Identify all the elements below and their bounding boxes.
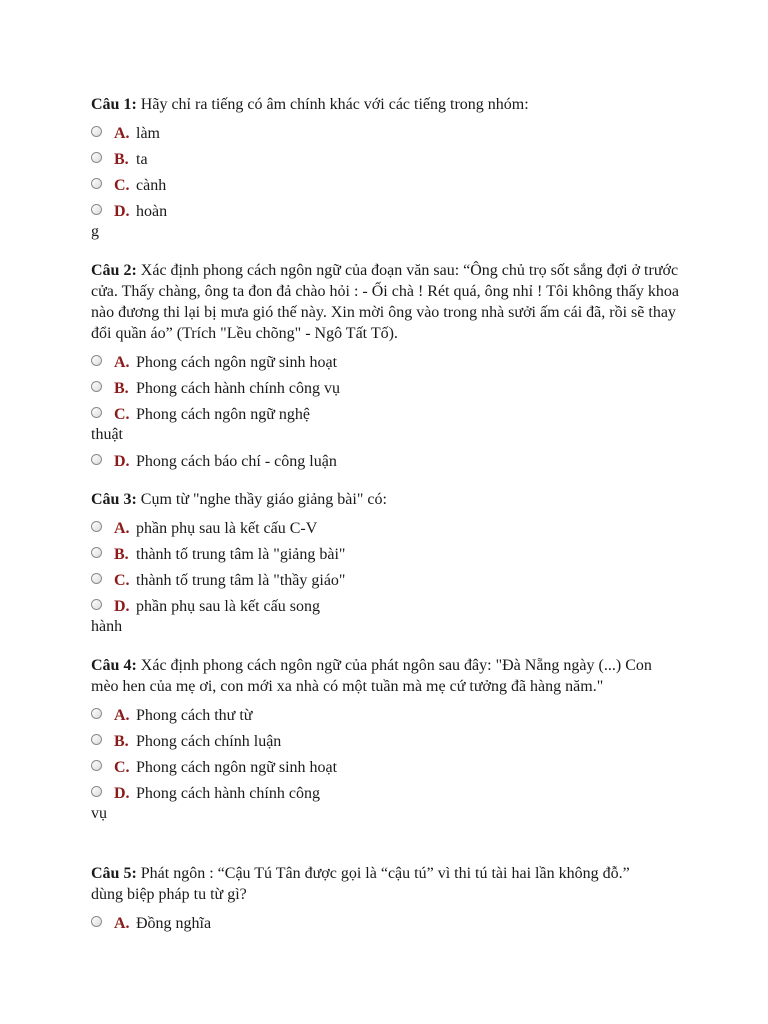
question-text: Câu 1: Hãy chỉ ra tiếng có âm chính khác với các tiếng trong nhóm: bbox=[91, 96, 529, 113]
radio-button[interactable] bbox=[91, 381, 102, 392]
question-text: Câu 4: Xác định phong cách ngôn ngữ của phát ngôn sau đây: "Đà Nẵng ngày (...) Con mèo hen của mẹ ơi, con mới xa nhà có một tuần mà mẹ cứ tưởng đã hàng năm." bbox=[91, 657, 652, 695]
option-wrap-text: vụ bbox=[91, 805, 107, 822]
option-c[interactable]: C. thành tố trung tâm là "thầy giáo" bbox=[91, 568, 691, 594]
radio-button[interactable] bbox=[91, 734, 102, 745]
radio-button[interactable] bbox=[91, 152, 102, 163]
radio-button[interactable] bbox=[91, 178, 102, 189]
option-a[interactable]: A. phần phụ sau là kết cấu C-V bbox=[91, 516, 691, 542]
question-label: Câu 5: bbox=[91, 865, 137, 882]
radio-button[interactable] bbox=[91, 599, 102, 610]
option-a[interactable]: A. Phong cách ngôn ngữ sinh hoạt bbox=[91, 350, 681, 376]
radio-button[interactable] bbox=[91, 786, 102, 797]
option-a[interactable]: A. Phong cách thư từ bbox=[91, 703, 683, 729]
radio-button[interactable] bbox=[91, 547, 102, 558]
radio-button[interactable] bbox=[91, 708, 102, 719]
radio-button[interactable] bbox=[91, 521, 102, 532]
question-text: Câu 5: Phát ngôn : “Cậu Tú Tân được gọi là “cậu tú” vì thi tú tài hai lần không đỗ.” dùng biệp pháp tu từ gì? bbox=[91, 865, 630, 903]
option-wrap-text: thuật bbox=[91, 426, 123, 443]
question-label: Câu 1: bbox=[91, 96, 137, 113]
option-d[interactable]: D. Phong cách báo chí - công luận bbox=[91, 449, 681, 475]
option-a[interactable]: A. làm bbox=[91, 121, 691, 147]
question-4 bbox=[91, 655, 683, 828]
option-wrap-text: g bbox=[91, 223, 99, 240]
option-d[interactable]: D. phần phụ sau là kết cấu song bbox=[91, 594, 691, 620]
option-wrap-text: hành bbox=[91, 618, 123, 635]
question-2 bbox=[91, 260, 681, 475]
radio-button[interactable] bbox=[91, 126, 102, 137]
question-5 bbox=[91, 863, 661, 937]
option-b[interactable]: B. Phong cách hành chính công vụ bbox=[91, 376, 681, 402]
question-3 bbox=[91, 489, 691, 641]
question-label: Câu 3: bbox=[91, 491, 137, 508]
question-text: Câu 2: Xác định phong cách ngôn ngữ của đoạn văn sau: “Ông chủ trọ sốt sắng đợi ở trước cửa. Thấy chàng, ông ta đon đả chào hỏi : - Ối chà ! Rét quá, ông nhỉ ! Tôi không thấy khoa nào đương thi lại bị mưa gió thế này. Xin mời ông vào trong nhà sưởi ấm cái đã, rồi sẽ thay đổi quần áo” (Trích "Lều chõng" - Ngô Tất Tố). bbox=[91, 262, 679, 342]
option-b[interactable]: B. thành tố trung tâm là "giảng bài" bbox=[91, 542, 691, 568]
option-a[interactable]: A. Đồng nghĩa bbox=[91, 911, 661, 937]
radio-button[interactable] bbox=[91, 454, 102, 465]
radio-button[interactable] bbox=[91, 204, 102, 215]
option-b[interactable]: B. ta bbox=[91, 147, 691, 173]
option-c[interactable]: C. cành bbox=[91, 173, 691, 199]
option-c[interactable]: C. Phong cách ngôn ngữ nghệ bbox=[91, 402, 681, 428]
option-c[interactable]: C. Phong cách ngôn ngữ sinh hoạt bbox=[91, 755, 683, 781]
radio-button[interactable] bbox=[91, 760, 102, 771]
option-d[interactable]: D. Phong cách hành chính công bbox=[91, 781, 683, 807]
radio-button[interactable] bbox=[91, 573, 102, 584]
option-d[interactable]: D. hoàn bbox=[91, 199, 691, 225]
radio-button[interactable] bbox=[91, 916, 102, 927]
question-text: Câu 3: Cụm từ "nghe thầy giáo giảng bài" có: bbox=[91, 491, 387, 508]
option-b[interactable]: B. Phong cách chính luận bbox=[91, 729, 683, 755]
question-label: Câu 4: bbox=[91, 657, 137, 674]
question-label: Câu 2: bbox=[91, 262, 137, 279]
radio-button[interactable] bbox=[91, 355, 102, 366]
question-1 bbox=[91, 94, 691, 246]
radio-button[interactable] bbox=[91, 407, 102, 418]
